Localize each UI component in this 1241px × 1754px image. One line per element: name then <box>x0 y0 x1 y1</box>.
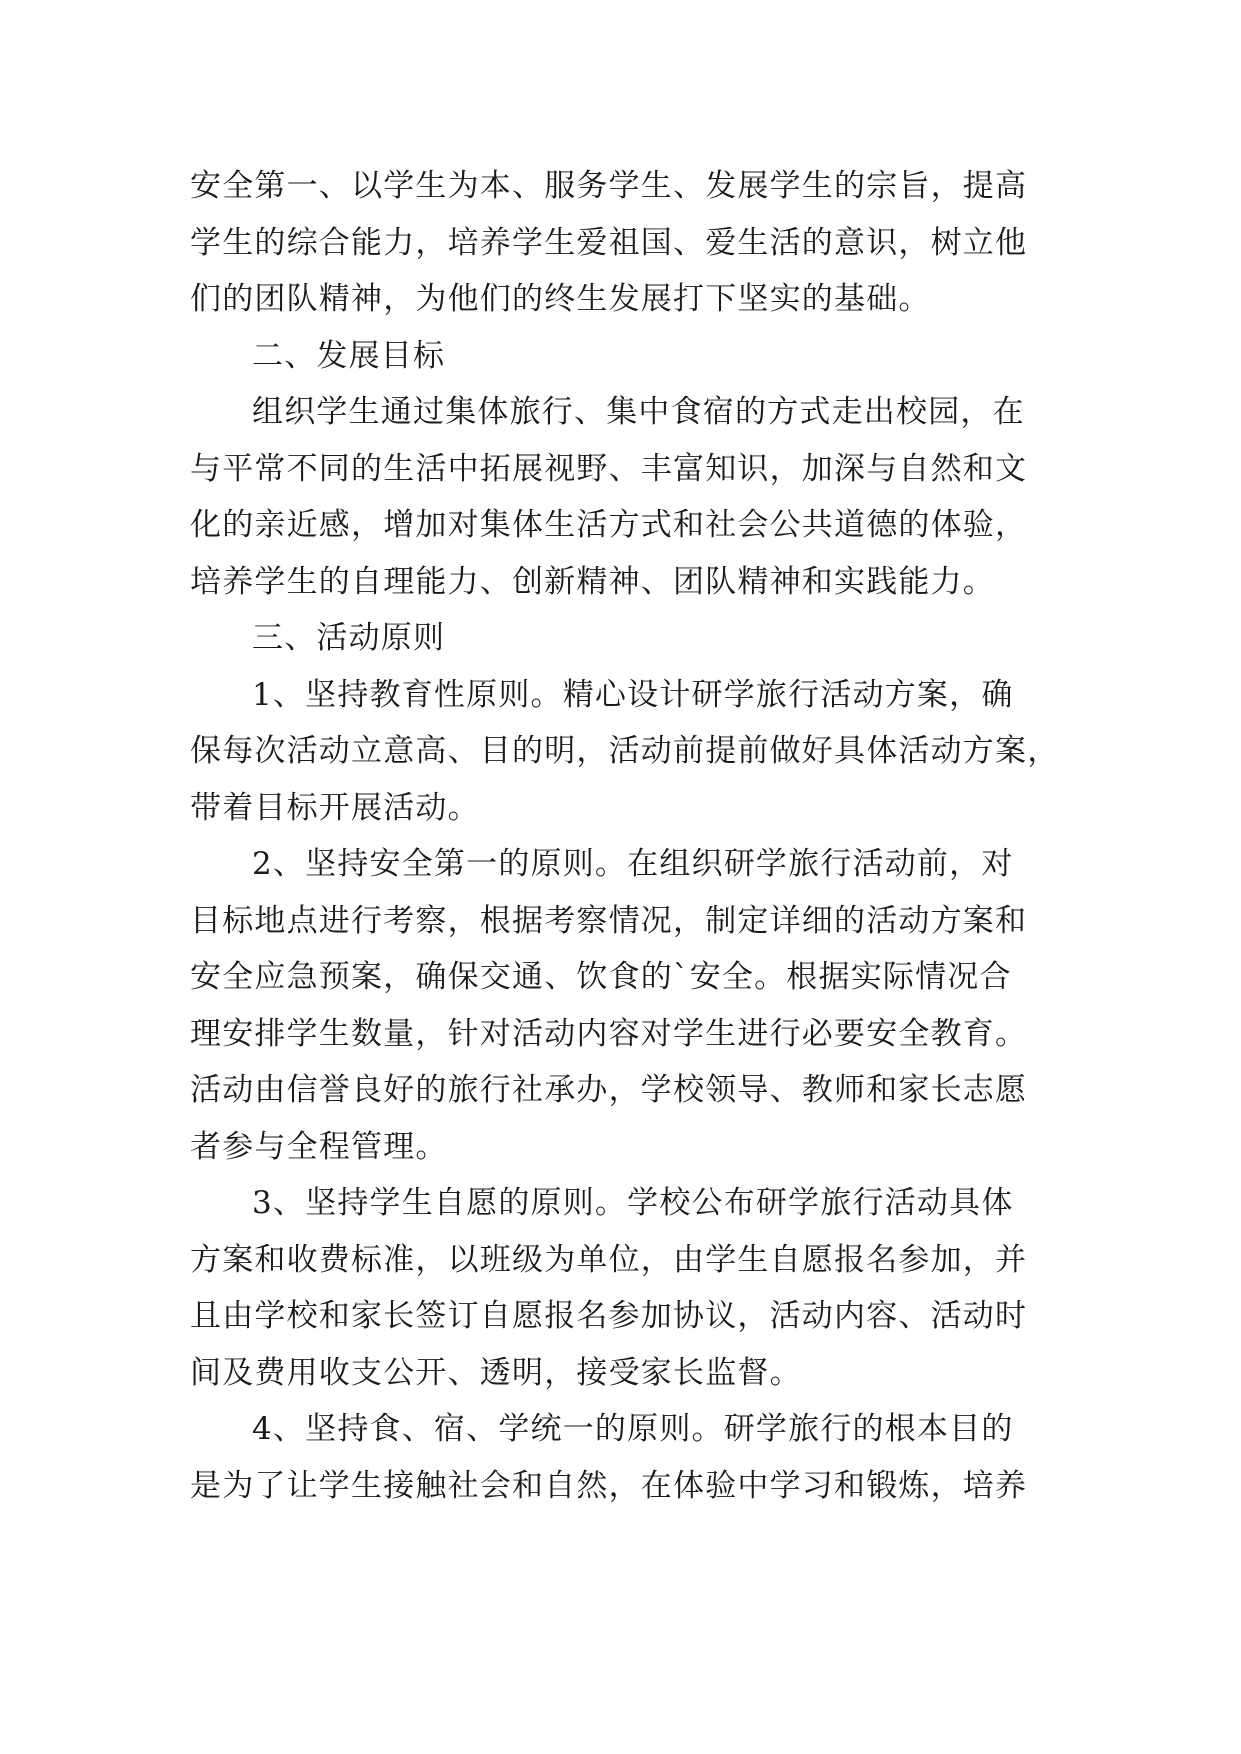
body-text-line: 活动由信誉良好的旅行社承办，学校领导、教师和家长志愿 <box>190 1072 1028 1108</box>
body-text-line: 与平常不同的生活中拓展视野、丰富知识，加深与自然和文 <box>190 451 1028 487</box>
body-text-line: 理安排学生数量，针对活动内容对学生进行必要安全教育。 <box>190 1016 1028 1052</box>
body-text-line: 1、坚持教育性原则。精心设计研学旅行活动方案，确 <box>252 677 1014 713</box>
body-text-line: 4、坚持食、宿、学统一的原则。研学旅行的根本目的 <box>252 1411 1014 1447</box>
body-text-line: 间及费用收支公开、透明，接受家长监督。 <box>190 1355 802 1391</box>
body-text-line: 们的团队精神，为他们的终生发展打下坚实的基础。 <box>190 281 931 317</box>
body-text-line: 带着目标开展活动。 <box>190 790 480 826</box>
body-text-line: 保每次活动立意高、目的明，活动前提前做好具体活动方案， <box>190 733 1060 769</box>
section-heading: 二、发展目标 <box>252 338 446 374</box>
body-text-line: 安全第一、以学生为本、服务学生、发展学生的宗旨，提高 <box>190 168 1028 204</box>
body-text-line: 者参与全程管理。 <box>190 1129 448 1165</box>
body-text-line: 目标地点进行考察，根据考察情况，制定详细的活动方案和 <box>190 903 1028 939</box>
body-text-line: 2、坚持安全第一的原则。在组织研学旅行活动前，对 <box>252 846 1014 882</box>
body-text-line: 化的亲近感，增加对集体生活方式和社会公共道德的体验， <box>190 507 1028 543</box>
body-text-line: 方案和收费标准，以班级为单位，由学生自愿报名参加，并 <box>190 1242 1028 1278</box>
body-text-line: 3、坚持学生自愿的原则。学校公布研学旅行活动具体 <box>252 1185 1014 1221</box>
section-heading: 三、活动原则 <box>252 620 446 656</box>
body-text-line: 培养学生的自理能力、创新精神、团队精神和实践能力。 <box>190 564 995 600</box>
body-text-line: 且由学校和家长签订自愿报名参加协议，活动内容、活动时 <box>190 1298 1028 1334</box>
body-text-line: 是为了让学生接触社会和自然，在体验中学习和锻炼，培养 <box>190 1468 1028 1504</box>
body-text-line: 学生的综合能力，培养学生爱祖国、爱生活的意识，树立他 <box>190 225 1028 261</box>
body-text-line: 安全应急预案，确保交通、饮食的`安全。根据实际情况合 <box>190 959 1012 995</box>
body-text-line: 组织学生通过集体旅行、集中食宿的方式走出校园，在 <box>252 394 1025 430</box>
